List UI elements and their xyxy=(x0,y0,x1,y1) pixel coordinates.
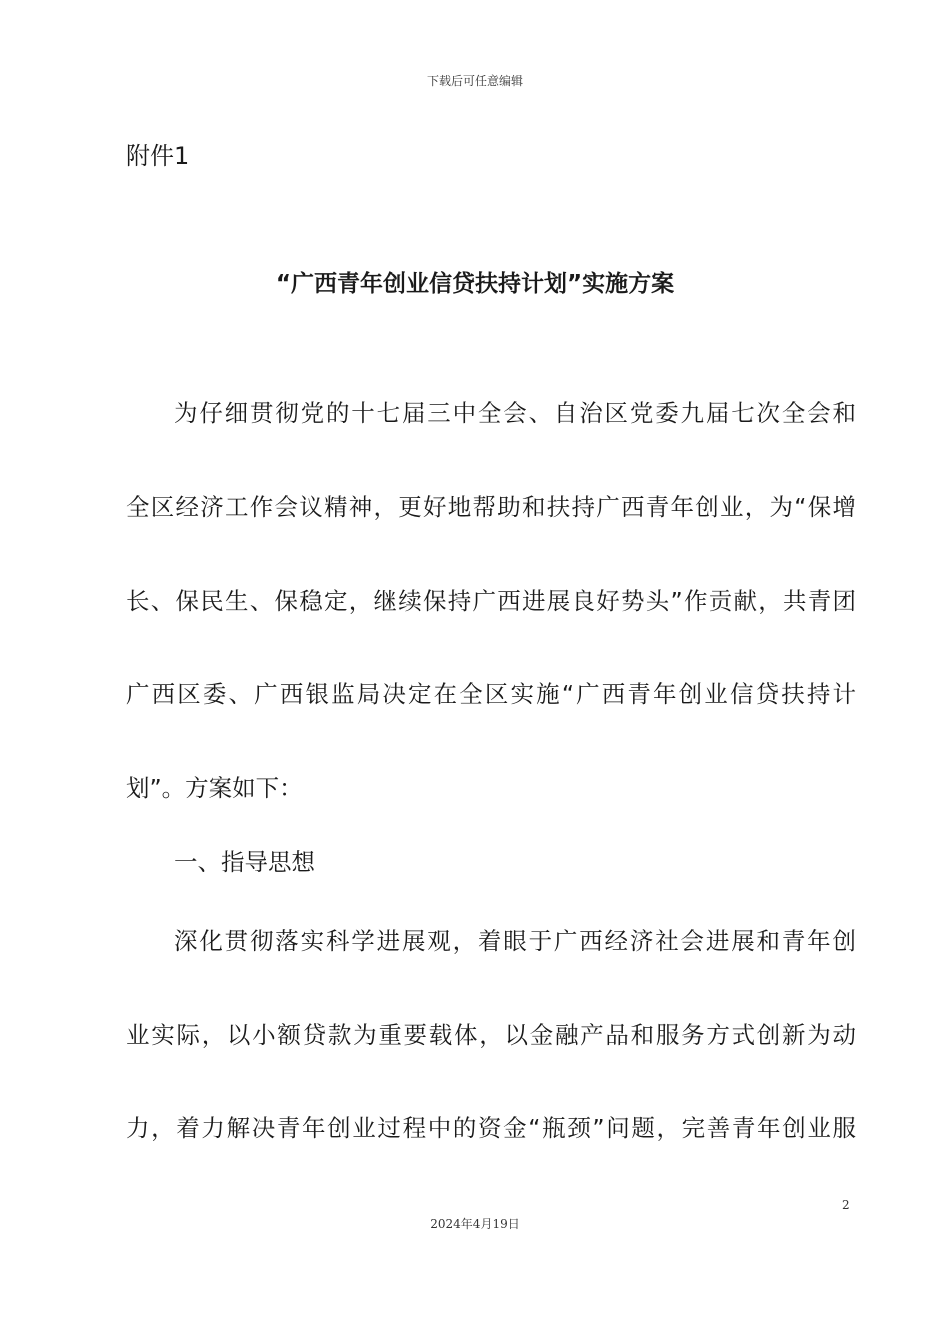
intro-line-2: 全区经济工作会议精神，更好地帮助和扶持广西青年创业，为“保增 xyxy=(126,493,856,521)
section-heading: 一、指导思想 xyxy=(174,848,315,876)
intro-line-4: 广西区委、广西银监局决定在全区实施“广西青年创业信贷扶持计 xyxy=(126,680,856,708)
section-line-2: 业实际，以小额贷款为重要载体，以金融产品和服务方式创新为动 xyxy=(126,1021,856,1049)
page-footer-date: 2024年4月19日 xyxy=(430,1217,520,1231)
intro-line-3: 长、保民生、保稳定，继续保持广西进展良好势头”作贡献，共青团 xyxy=(126,587,856,615)
document-title: “广西青年创业信贷扶持计划”实施方案 xyxy=(275,271,675,297)
section-line-1: 深化贯彻落实科学进展观，着眼于广西经济社会进展和青年创 xyxy=(174,927,856,955)
intro-line-5: 划”。方案如下： xyxy=(126,774,303,802)
page-header: 下载后可任意编辑 xyxy=(426,74,523,88)
section-line-3: 力，着力解决青年创业过程中的资金“瓶颈”问题，完善青年创业服 xyxy=(126,1114,856,1142)
page-number: 2 xyxy=(842,1198,850,1212)
attachment-label: 附件1 xyxy=(126,142,190,170)
intro-line-1: 为仔细贯彻党的十七届三中全会、自治区党委九届七次全会和 xyxy=(174,399,856,427)
